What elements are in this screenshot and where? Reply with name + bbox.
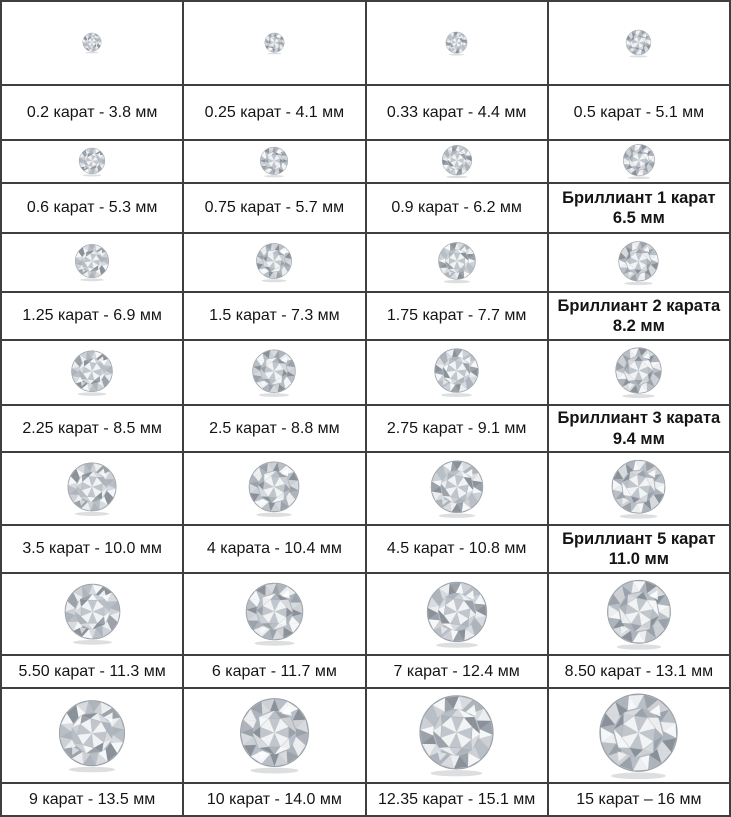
size-label-line: 12.35 карат - 15.1 мм bbox=[377, 790, 536, 808]
diamond-icon bbox=[437, 241, 477, 284]
diamond-image-cell bbox=[549, 341, 729, 404]
carat-size-label-cell bbox=[367, 406, 547, 451]
size-label-line: 10 карат - 14.0 мм bbox=[206, 790, 342, 808]
carat-size-label-cell bbox=[549, 86, 729, 139]
diamond-image-cell bbox=[549, 453, 729, 524]
size-label-line: 9.4 мм bbox=[612, 429, 665, 448]
carat-size-label-cell bbox=[2, 784, 182, 815]
carat-size-label-cell bbox=[549, 784, 729, 815]
size-label-line: 2.75 карат - 9.1 мм bbox=[386, 419, 527, 437]
diamond-image-cell bbox=[367, 341, 547, 404]
diamond-icon bbox=[617, 240, 660, 286]
size-label-line: Бриллиант 3 карата bbox=[557, 409, 721, 428]
carat-size-label-cell bbox=[367, 184, 547, 232]
size-label-line: 0.5 карат - 5.1 мм bbox=[573, 103, 705, 121]
diamond-icon bbox=[441, 144, 473, 179]
diamond-image-cell bbox=[184, 341, 364, 404]
diamond-icon bbox=[445, 31, 468, 56]
carat-size-label-cell bbox=[549, 656, 729, 687]
size-label-line: 2.25 карат - 8.5 мм bbox=[22, 419, 162, 437]
size-label-line: 15 карат – 16 мм bbox=[576, 790, 702, 808]
carat-size-label-cell bbox=[2, 293, 182, 339]
diamond-image-cell bbox=[549, 689, 729, 782]
diamond-image-cell bbox=[549, 2, 729, 84]
diamond-image-cell bbox=[549, 574, 729, 654]
diamond-image-cell bbox=[549, 234, 729, 291]
carat-header-label-cell bbox=[549, 406, 729, 451]
size-label-line: Бриллиант 2 карата bbox=[557, 296, 721, 315]
diamond-icon bbox=[625, 29, 652, 58]
diamond-image-cell bbox=[184, 689, 364, 782]
diamond-icon bbox=[70, 349, 114, 397]
size-label-line: 0.33 карат - 4.4 мм bbox=[386, 103, 527, 121]
diamond-image-cell bbox=[549, 141, 729, 182]
size-label-line: 7 карат - 12.4 мм bbox=[393, 662, 520, 680]
diamond-icon bbox=[247, 460, 301, 518]
size-label-line: 4 карата - 10.4 мм bbox=[206, 540, 342, 558]
size-label-line: 9 карат - 13.5 мм bbox=[29, 790, 156, 808]
diamond-icon bbox=[264, 32, 285, 55]
diamond-icon bbox=[610, 458, 667, 520]
size-label-line: 0.2 карат - 3.8 мм bbox=[26, 103, 158, 121]
carat-size-label-cell bbox=[184, 293, 364, 339]
size-label-line: 0.6 карат - 5.3 мм bbox=[26, 199, 158, 217]
size-label-line: 6 карат - 11.7 мм bbox=[211, 662, 337, 680]
diamond-icon bbox=[63, 582, 122, 646]
diamond-icon bbox=[429, 459, 485, 519]
size-label-line: 1.5 карат - 7.3 мм bbox=[209, 307, 340, 325]
diamond-image-cell bbox=[367, 141, 547, 182]
carat-size-label-cell bbox=[184, 656, 364, 687]
diamond-image-cell bbox=[367, 2, 547, 84]
carat-size-label-cell bbox=[184, 406, 364, 451]
diamond-image-cell bbox=[367, 574, 547, 654]
carat-header-label-cell bbox=[549, 526, 729, 572]
diamond-icon bbox=[57, 698, 127, 774]
size-label-line: 8.2 мм bbox=[612, 317, 665, 335]
diamond-image-cell bbox=[367, 453, 547, 524]
diamond-image-cell bbox=[367, 689, 547, 782]
diamond-image-cell bbox=[2, 141, 182, 182]
carat-size-label-cell bbox=[184, 184, 364, 232]
size-label-line: 1.25 карат - 6.9 мм bbox=[22, 307, 162, 325]
diamond-image-cell bbox=[2, 453, 182, 524]
diamond-image-cell bbox=[184, 234, 364, 291]
diamond-icon bbox=[622, 143, 656, 180]
diamond-image-cell bbox=[184, 574, 364, 654]
diamond-icon bbox=[255, 242, 293, 283]
diamond-icon bbox=[433, 347, 480, 398]
diamond-icon bbox=[417, 693, 496, 778]
diamond-icon bbox=[238, 696, 311, 775]
diamond-icon bbox=[425, 580, 489, 649]
diamond-icon bbox=[597, 691, 680, 781]
diamond-image-cell bbox=[367, 234, 547, 291]
diamond-icon bbox=[605, 578, 673, 651]
carat-size-label-cell bbox=[184, 784, 364, 815]
diamond-image-cell bbox=[184, 141, 364, 182]
diamond-icon bbox=[78, 147, 106, 177]
carat-size-label-cell bbox=[367, 293, 547, 339]
carat-size-label-cell bbox=[367, 656, 547, 687]
carat-header-label-cell bbox=[549, 184, 729, 232]
diamond-image-cell bbox=[2, 689, 182, 782]
size-label-line: 3.5 карат - 10.0 мм bbox=[22, 540, 162, 558]
size-label-line: Бриллиант 1 карат bbox=[562, 188, 716, 207]
carat-size-label-cell bbox=[184, 526, 364, 572]
size-label-line: 2.5 карат - 8.8 мм bbox=[209, 419, 340, 437]
diamond-icon bbox=[259, 146, 289, 178]
size-label-line: Бриллиант 5 карат bbox=[562, 529, 716, 548]
diamond-icon bbox=[74, 243, 110, 282]
carat-size-label-cell bbox=[184, 86, 364, 139]
carat-size-label-cell bbox=[2, 656, 182, 687]
diamond-icon bbox=[82, 32, 102, 54]
carat-size-label-cell bbox=[367, 526, 547, 572]
diamond-icon bbox=[66, 461, 118, 517]
diamond-image-cell bbox=[184, 2, 364, 84]
size-label-line: 6.5 мм bbox=[612, 209, 665, 227]
diamond-image-cell bbox=[2, 574, 182, 654]
size-label-line: 5.50 карат - 11.3 мм bbox=[18, 662, 166, 680]
size-label-line: 0.75 карат - 5.7 мм bbox=[204, 199, 345, 217]
diamond-image-cell bbox=[2, 2, 182, 84]
carat-size-label-cell bbox=[2, 86, 182, 139]
size-label-line: 8.50 карат - 13.1 мм bbox=[564, 662, 714, 680]
carat-header-label-cell bbox=[549, 293, 729, 339]
diamond-image-cell bbox=[2, 341, 182, 404]
carat-size-label-cell bbox=[2, 526, 182, 572]
carat-size-label-cell bbox=[2, 406, 182, 451]
diamond-icon bbox=[244, 581, 305, 647]
diamond-image-cell bbox=[184, 453, 364, 524]
carat-size-label-cell bbox=[2, 184, 182, 232]
size-label-line: 1.75 карат - 7.7 мм bbox=[386, 307, 527, 325]
carat-size-label-cell bbox=[367, 86, 547, 139]
diamond-icon bbox=[614, 346, 663, 399]
size-label-line: 11.0 мм bbox=[608, 550, 669, 568]
diamond-icon bbox=[251, 348, 297, 398]
size-label-line: 0.25 карат - 4.1 мм bbox=[204, 103, 345, 121]
size-label-line: 0.9 карат - 6.2 мм bbox=[391, 199, 522, 217]
diamond-image-cell bbox=[2, 234, 182, 291]
carat-size-label-cell bbox=[367, 784, 547, 815]
size-label-line: 4.5 карат - 10.8 мм bbox=[386, 540, 527, 558]
